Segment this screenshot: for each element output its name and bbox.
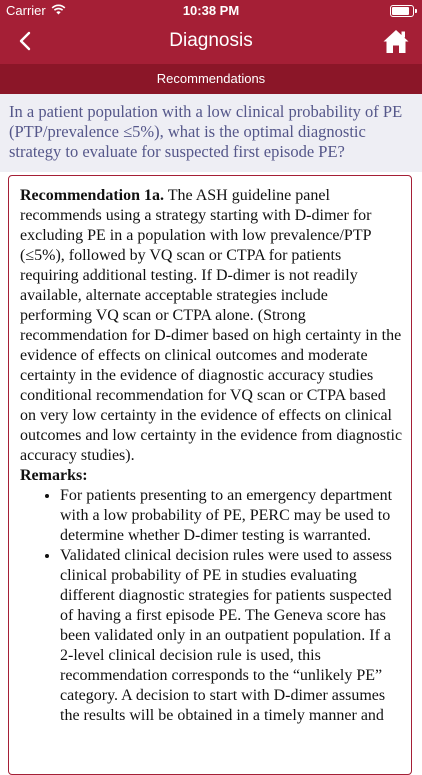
carrier-label: Carrier — [6, 3, 46, 18]
remarks-list — [20, 486, 403, 726]
nav-bar — [0, 22, 422, 64]
top-bar — [0, 0, 422, 64]
recommendation-paragraph — [20, 186, 403, 466]
remarks-heading: Remarks: — [20, 467, 88, 484]
status-time: 10:38 PM — [182, 3, 240, 18]
recommendation-card — [8, 175, 412, 775]
chevron-left-icon — [19, 31, 31, 56]
section-subheader: Recommendations — [0, 64, 422, 94]
page-title: Diagnosis — [169, 30, 253, 51]
recommendation-text: The ASH guideline panel recommends using a strategy starting with D-dimer for excluding PE in a population with low prevalence/PTP (≤5%), followed by VQ scan or CTPA for patients requiring additional testing. If D-dimer is not readily available, alternate acceptable strategies include performing VQ scan or CTPA alone. (Strong recommendation for D-dimer based on high certainty in the evidence of effects on clinical outcomes and moderate certainty in the evidence of diagnostic accuracy studies conditional recommendation for VQ scan or CTPA based on very low certainty in the evidence of effects on clinical outcomes and low certainty in the evidence from diagnostic accuracy studies). — [20, 187, 403, 464]
question-text: In a patient population with a low clinical probability of PE (PTP/prevalence ≤5%), what is the optimal diagnostic strategy to evaluate for suspected first episode PE? — [0, 94, 422, 172]
back-button[interactable] — [12, 28, 38, 58]
home-button[interactable] — [380, 27, 412, 59]
list-item: • For patients presenting to an emergency department with a low probability of PE, PERC may be used to determine whether D-dimer testing is warranted. — [60, 486, 403, 546]
recommendation-label: Recommendation 1a. — [20, 187, 164, 204]
home-icon — [382, 28, 410, 59]
list-item: • Validated clinical decision rules were used to assess clinical probability of PE in studies evaluating different diagnostic strategies for patients suspected of having a first episode PE. The Geneva score has been validated only in an outpatient population. If a 2-level clinical decision rule is used, this recommendation corresponds to the “unlikely PE” category. A decision to start with D-dimer assumes the results will be obtained in a timely manner and — [60, 546, 403, 726]
status-bar — [0, 0, 422, 22]
battery-icon — [390, 5, 414, 17]
